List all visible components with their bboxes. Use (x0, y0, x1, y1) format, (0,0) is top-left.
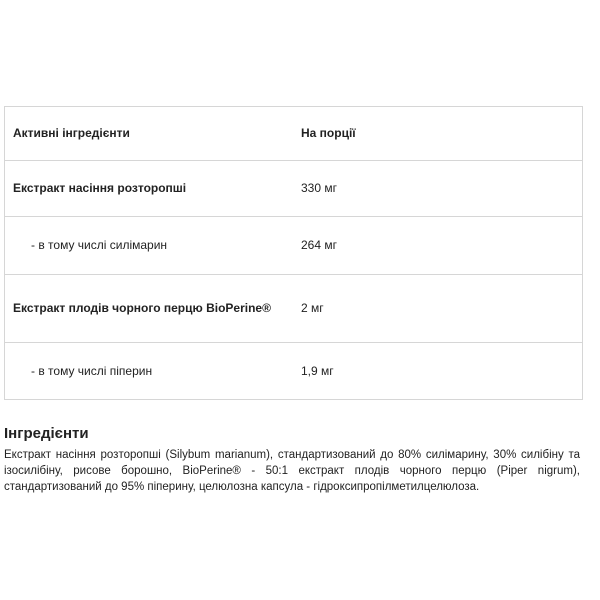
table-row (5, 216, 582, 274)
ingredients-title: Інгредієнти (4, 425, 89, 442)
ingredient-amount: 1,9 мг (301, 363, 334, 378)
table-row (5, 160, 582, 216)
table-header-row (5, 107, 582, 160)
header-per-serving: На порції (301, 126, 356, 140)
nutrition-table (4, 106, 583, 400)
ingredient-name: - в тому числі силімарин (31, 238, 168, 252)
table-row (5, 274, 582, 342)
ingredient-name: Екстракт плодів чорного перцю BioPerine® (13, 301, 271, 315)
ingredient-amount: 330 мг (301, 181, 337, 195)
table-row (5, 342, 582, 399)
ingredients-text: Екстракт насіння розторопші (Silybum marianum), стандартизований до 80% силімарину, 30% силібіну та ізосилібіну, рисове борошно, BioPerine® - 50:1 екстракт плодів чорного перцю (Piper nigrum), стандартизований до 95% піперину, целюлозна капсула - гідроксипропілметилцелюлоза. (4, 449, 580, 493)
ingredient-amount: 264 мг (301, 238, 337, 252)
ingredients-section (4, 424, 580, 495)
header-active-ingredients: Активні інгредієнти (13, 126, 130, 140)
ingredient-name: - в тому числі піперин (31, 363, 153, 378)
ingredient-amount: 2 мг (301, 301, 324, 315)
ingredient-name: Екстракт насіння розторопші (13, 181, 187, 195)
